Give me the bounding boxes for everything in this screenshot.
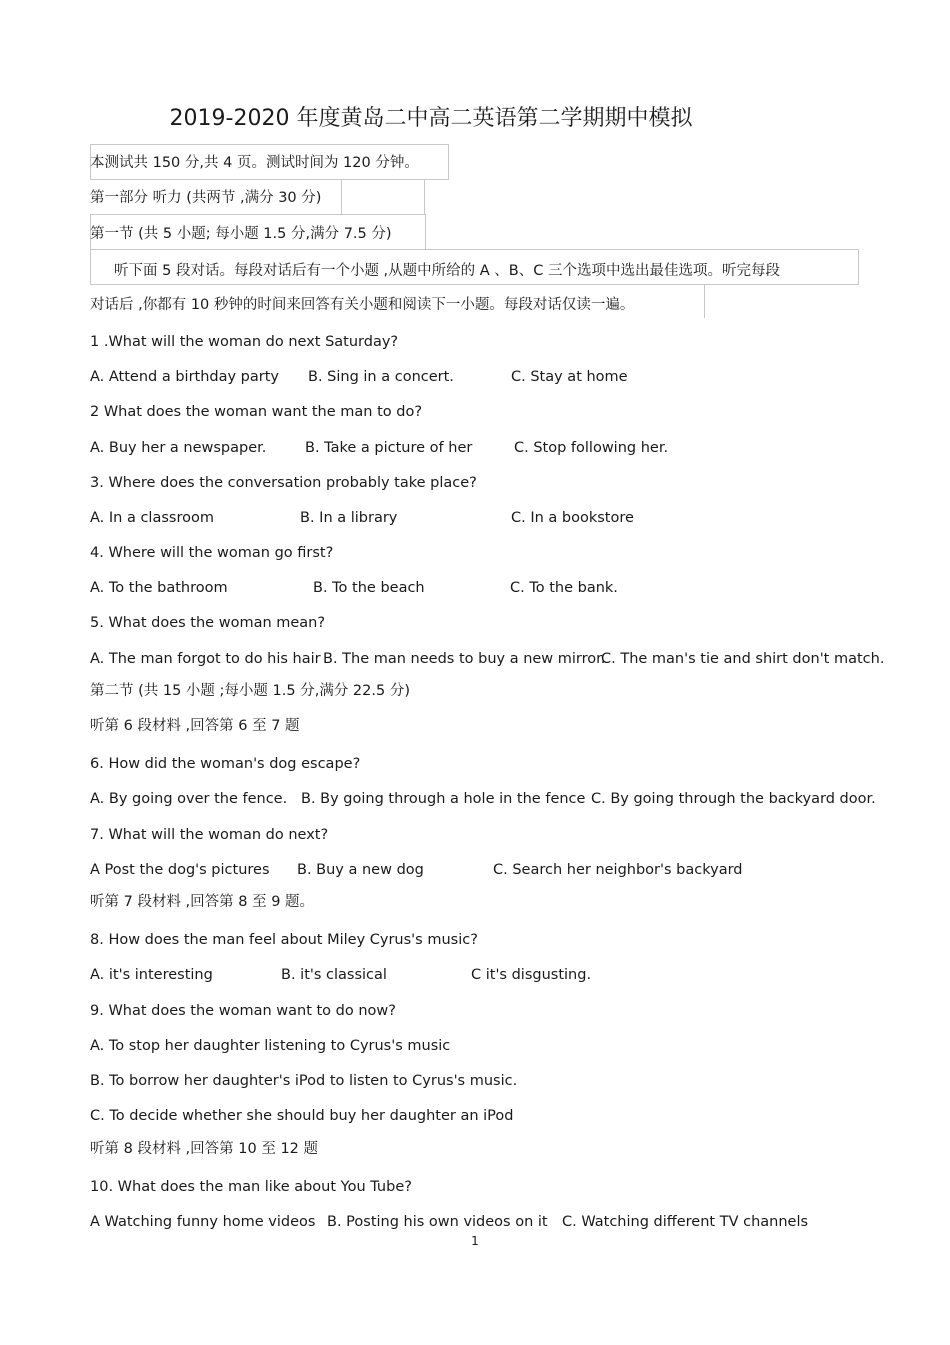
option-b: B. Buy a new dog: [297, 862, 424, 878]
option-a: A Post the dog's pictures: [90, 862, 270, 878]
option-a: A. By going over the fence.: [90, 791, 288, 807]
option-c: C it's disgusting.: [471, 967, 592, 983]
document-title: 2019-2020 年度黄岛二中高二英语第二学期期中模拟: [169, 106, 693, 131]
textbox-outline: [704, 284, 705, 318]
option-c: C. Stay at home: [511, 369, 628, 385]
option-b: B. To the beach: [313, 580, 425, 596]
option-b: B. Sing in a concert.: [308, 369, 454, 385]
option-b: B. To borrow her daughter's iPod to listen to Cyrus's music.: [90, 1073, 518, 1089]
option-a: A. Buy her a newspaper.: [90, 440, 267, 456]
question: 9. What does the woman want to do now?: [90, 1003, 396, 1019]
option-a: A Watching funny home videos: [90, 1214, 316, 1230]
question: 6. How did the woman's dog escape?: [90, 756, 361, 772]
option-a: A. it's interesting: [90, 967, 213, 983]
material-heading: 听第 7 段材料 ,回答第 8 至 9 题。: [90, 894, 315, 910]
option-a: A. To stop her daughter listening to Cyrus's music: [90, 1038, 451, 1054]
instructions-line: 对话后 ,你都有 10 秒钟的时间来回答有关小题和阅读下一小题。每段对话仅读一遍。: [90, 297, 635, 313]
question: 7. What will the woman do next?: [90, 827, 329, 843]
part-heading: 第一部分 听力 (共两节 ,满分 30 分): [90, 190, 322, 206]
option-c: C. In a bookstore: [511, 510, 634, 526]
page-number: 1: [471, 1234, 479, 1248]
section-heading: 第二节 (共 15 小题 ;每小题 1.5 分,满分 22.5 分): [90, 683, 410, 699]
option-a: A. The man forgot to do his hair: [90, 651, 321, 667]
test-info: 本测试共 150 分,共 4 页。测试时间为 120 分钟。: [90, 155, 419, 171]
question: 5. What does the woman mean?: [90, 615, 326, 631]
option-b: B. Take a picture of her: [305, 440, 473, 456]
material-heading: 听第 8 段材料 ,回答第 10 至 12 题: [90, 1141, 318, 1157]
option-c: C. By going through the backyard door.: [591, 791, 876, 807]
question: 4. Where will the woman go first?: [90, 545, 334, 561]
option-c: C. Watching different TV channels: [562, 1214, 809, 1230]
option-b: B. By going through a hole in the fence: [301, 791, 586, 807]
question: 2 What does the woman want the man to do?: [90, 404, 423, 420]
question: 1 .What will the woman do next Saturday?: [90, 334, 399, 350]
option-a: A. Attend a birthday party: [90, 369, 280, 385]
question: 8. How does the man feel about Miley Cyrus's music?: [90, 932, 478, 948]
textbox-outline: [341, 179, 425, 215]
option-c: C. The man's tie and shirt don't match.: [601, 651, 885, 667]
instructions-line: 听下面 5 段对话。每段对话后有一个小题 ,从题中所给的 A 、B、C 三个选项中选出最佳选项。听完每段: [114, 263, 780, 279]
question: 3. Where does the conversation probably take place?: [90, 475, 477, 491]
option-b: B. The man needs to buy a new mirror.: [323, 651, 606, 667]
question: 10. What does the man like about You Tube?: [90, 1179, 412, 1195]
option-c: C. Stop following her.: [514, 440, 669, 456]
material-heading: 听第 6 段材料 ,回答第 6 至 7 题: [90, 718, 300, 734]
option-c: C. To the bank.: [510, 580, 618, 596]
option-c: C. To decide whether she should buy her daughter an iPod: [90, 1108, 514, 1124]
option-a: A. To the bathroom: [90, 580, 228, 596]
option-b: B. In a library: [300, 510, 398, 526]
option-a: A. In a classroom: [90, 510, 214, 526]
option-b: B. it's classical: [281, 967, 387, 983]
option-b: B. Posting his own videos on it: [327, 1214, 548, 1230]
option-c: C. Search her neighbor's backyard: [493, 862, 743, 878]
section-heading: 第一节 (共 5 小题; 每小题 1.5 分,满分 7.5 分): [90, 226, 392, 242]
